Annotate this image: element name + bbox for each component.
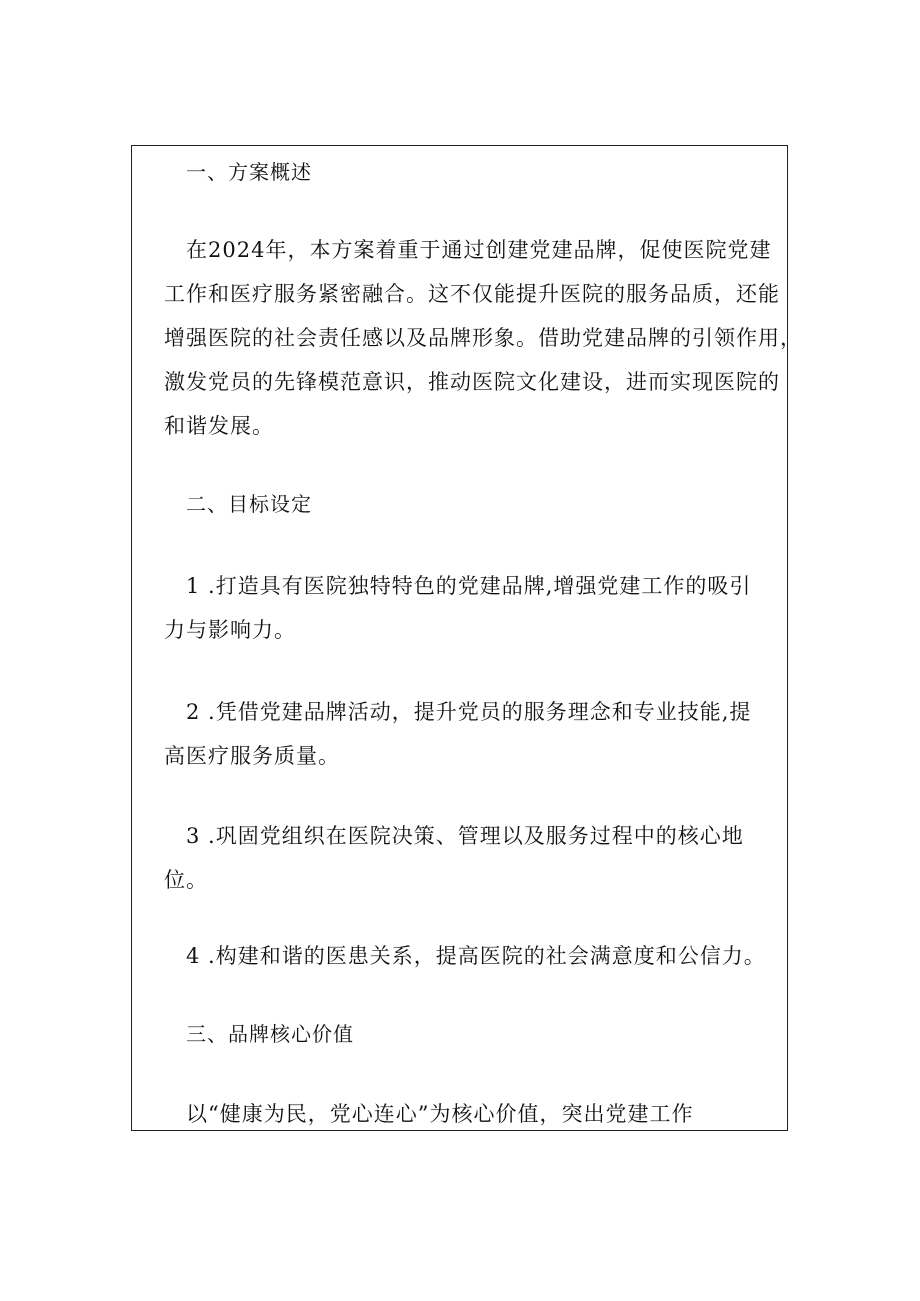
paragraph-line: 和谐发展。 <box>164 414 274 438</box>
section-1-paragraph <box>164 228 802 448</box>
section-2-heading: 二、目标设定 <box>186 492 312 516</box>
goal-item-1 <box>164 564 786 652</box>
goal-line: 2 .凭借党建品牌活动，提升党员的服务理念和专业技能,提 <box>186 700 752 724</box>
goal-line: 位。 <box>164 868 208 892</box>
goal-item-4 <box>164 934 786 978</box>
goal-line: 力与影响力。 <box>164 618 296 642</box>
paragraph-line: 增强医院的社会责任感以及品牌形象。借助党建品牌的引领作用， <box>164 326 802 350</box>
paragraph-line: 以“健康为民，党心连心”为核心价值，突出党建工作 <box>186 1102 694 1126</box>
goal-line: 高医疗服务质量。 <box>164 744 340 768</box>
goal-line: 3 .巩固党组织在医院决策、管理以及服务过程中的核心地 <box>186 824 744 848</box>
paragraph-line: 工作和医疗服务紧密融合。这不仅能提升医院的服务品质，还能 <box>164 282 780 306</box>
goal-line: 1 .打造具有医院独特特色的党建品牌,增强党建工作的吸引 <box>186 574 752 598</box>
section-3-heading: 三、品牌核心价值 <box>186 1022 354 1046</box>
section-1-heading: 一、方案概述 <box>186 160 312 184</box>
goal-item-2 <box>164 690 786 778</box>
section-3-paragraph <box>164 1092 786 1136</box>
paragraph-line: 在2024年，本方案着重于通过创建党建品牌，促使医院党建 <box>186 238 772 262</box>
paragraph-line: 激发党员的先锋模范意识，推动医院文化建设，进而实现医院的 <box>164 370 780 394</box>
goal-line: 4 .构建和谐的医患关系，提高医院的社会满意度和公信力。 <box>186 944 766 968</box>
goal-item-3 <box>164 814 786 902</box>
